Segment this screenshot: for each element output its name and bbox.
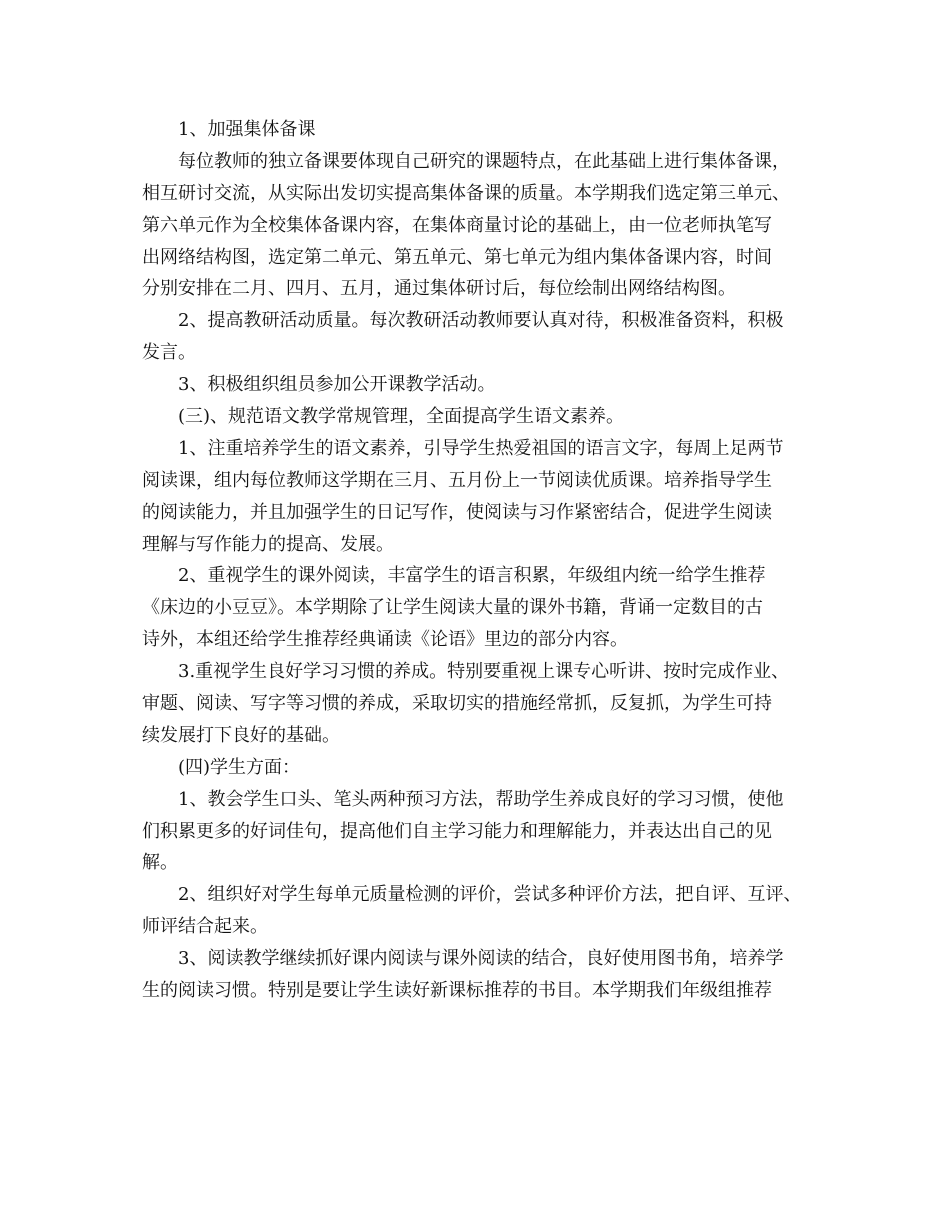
text-line: 的阅读能力，并且加强学生的日记写作，使阅读与习作紧密结合，促进学生阅读: [142, 501, 772, 523]
text-line: 阅读课，组内每位教师这学期在三月、五月份上一节阅读优质课。培养指导学生: [142, 469, 772, 491]
text-line: 审题、阅读、写字等习惯的养成，采取切实的措施经常抓，反复抓，为学生可持: [142, 693, 772, 715]
text-line: 解。: [142, 852, 178, 874]
text-line: 3、阅读教学继续抓好课内阅读与课外阅读的结合，良好使用图书角，培养学: [178, 948, 784, 970]
text-line: 1、加强集体备课: [178, 119, 316, 140]
text-line: 续发展打下良好的基础。: [142, 724, 340, 746]
text-line: 诗外，本组还给学生推荐经典诵读《论语》里边的部分内容。: [142, 629, 628, 651]
text-line: 师评结合起来。: [142, 916, 268, 938]
document-body: [142, 114, 814, 1007]
text-line: 理解与写作能力的提高、发展。: [142, 533, 394, 555]
text-line: 2、提高教研活动质量。每次教研活动教师要认真对待，积极准备资料，积极: [178, 310, 784, 332]
text-line: 1、教会学生口头、笔头两种预习方法，帮助学生养成良好的学习习惯，使他: [178, 788, 784, 810]
text-line: 分别安排在二月、四月、五月，通过集体研讨后，每位绘制出网络结构图。: [142, 278, 736, 300]
text-line: 每位教师的独立备课要体现自己研究的课题特点，在此基础上进行集体备课，: [178, 150, 790, 172]
text-line: 2、组织好对学生每单元质量检测的评价，尝试多种评价方法，把自评、互评、: [178, 884, 802, 906]
text-line: 1、注重培养学生的语文素养，引导学生热爱祖国的语言文字，每周上足两节: [178, 437, 784, 459]
text-line: 《床边的小豆豆》。本学期除了让学生阅读大量的课外书籍，背诵一定数目的古: [142, 597, 763, 619]
text-line: 2、重视学生的课外阅读，丰富学生的语言积累，年级组内统一给学生推荐: [178, 565, 766, 587]
text-line: 3.重视学生良好学习习惯的养成。特别要重视上课专心听讲、按时完成作业、: [178, 661, 790, 683]
text-line: 第六单元作为全校集体备课内容，在集体商量讨论的基础上，由一位老师执笔写: [142, 214, 772, 236]
text-line: 出网络结构图，选定第二单元、第五单元、第七单元为组内集体备课内容，时间: [142, 246, 772, 268]
text-line: 3、积极组织组员参加公开课教学活动。: [178, 374, 496, 396]
text-line: 发言。: [142, 342, 196, 364]
section-heading: (四)学生方面：: [178, 756, 301, 778]
section-heading: (三)、规范语文教学常规管理，全面提高学生语文素养。: [178, 406, 625, 428]
text-line: 生的阅读习惯。特别是要让学生读好新课标推荐的书目。本学期我们年级组推荐: [142, 980, 772, 1002]
text-line: 相互研讨交流，从实际出发切实提高集体备课的质量。本学期我们选定第三单元、: [142, 182, 790, 204]
text-line: 们积累更多的好词佳句，提高他们自主学习能力和理解能力，并表达出自己的见: [142, 820, 772, 842]
